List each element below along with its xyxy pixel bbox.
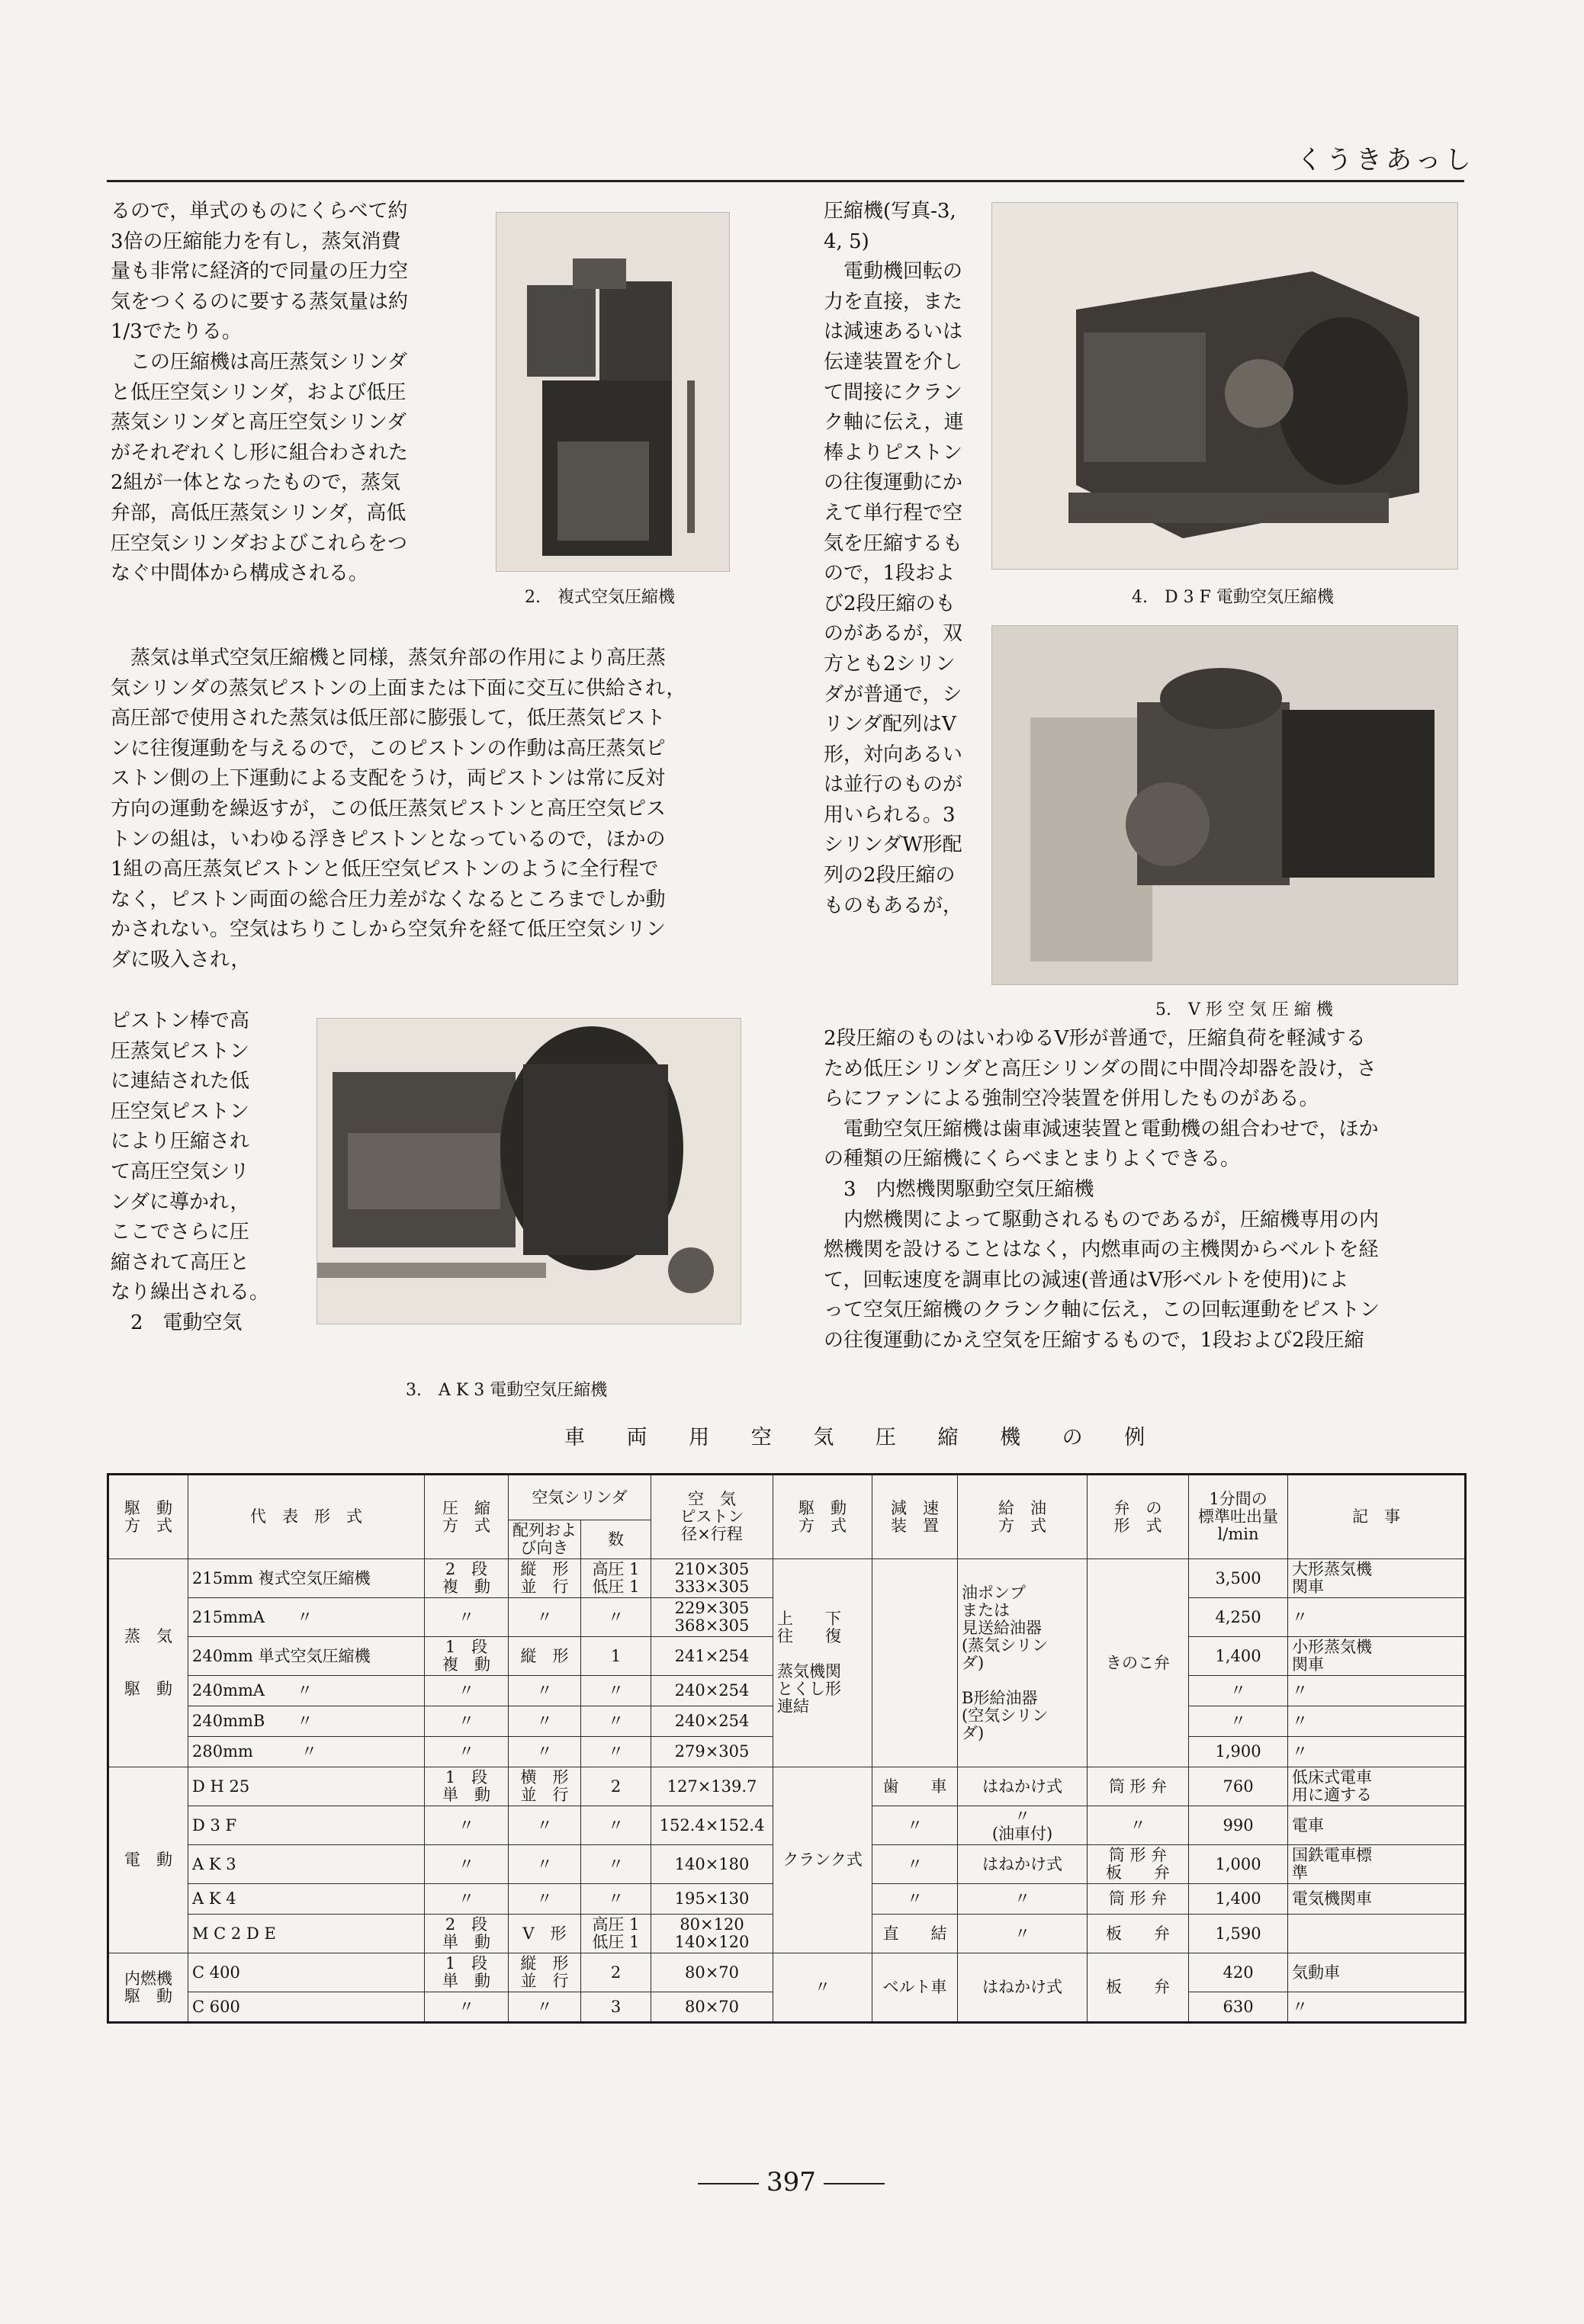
th-reduction: 減 速 装 置 <box>872 1475 958 1559</box>
table-cell: 電気機関車 <box>1288 1884 1466 1915</box>
table-cell: 990 <box>1189 1806 1288 1845</box>
text-line: ク軸に伝え，連 <box>824 411 964 435</box>
table-cell: 229×305 368×305 <box>651 1598 773 1637</box>
text-line: は減速あるいは <box>824 320 963 344</box>
table-cell: 筒 形 弁 板 弁 <box>1088 1845 1189 1884</box>
text-line: 圧空気シリンダおよびこれらをつ <box>111 531 407 555</box>
caption-fig3: 3. A K 3 電動空気圧縮機 <box>406 1381 608 1400</box>
th-note: 記 事 <box>1288 1475 1466 1559</box>
col2-wide-text <box>824 1024 1380 1356</box>
table-cell: 80×70 <box>651 1992 773 2023</box>
text-line: この圧縮機は高圧蒸気シリンダ <box>111 350 407 374</box>
text-line: 伝達装置を介し <box>824 350 963 374</box>
table-cell: M C 2 D E <box>188 1915 425 1953</box>
spec-table <box>107 1473 1467 2024</box>
text-line: 方とも2シリン <box>824 652 956 676</box>
text-line: 圧空気ピストン <box>111 1099 250 1123</box>
table-cell: 1 段 単 動 <box>425 1767 509 1806</box>
page-footer <box>690 2167 892 2197</box>
table-cell: 〃 <box>958 1884 1088 1915</box>
table-cell: 〃 <box>1088 1806 1189 1845</box>
text-line: 3 内燃機関駆動空気圧縮機 <box>824 1177 1094 1201</box>
table-cell: 〃 <box>425 1737 509 1767</box>
table-cell: 〃 <box>509 1676 581 1706</box>
table-cell: 420 <box>1189 1953 1288 1992</box>
text-line: 2段圧縮のものはいわゆるV形が普通で，圧縮負荷を軽減する <box>824 1027 1366 1050</box>
text-line: リンダ配列はV <box>824 713 956 737</box>
table-cell: 電 動 <box>108 1767 188 1953</box>
text-line: 1/3でたりる。 <box>111 320 242 344</box>
text-line: るので，単式のものにくらべて約 <box>111 200 408 223</box>
text-line: び2段圧縮のも <box>824 592 956 615</box>
table-cell: 気動車 <box>1288 1953 1466 1992</box>
col1-narrow-text <box>111 1006 269 1339</box>
table-cell: 〃 <box>581 1598 651 1637</box>
text-line: 棒よりピストン <box>824 441 963 464</box>
table-cell: 電車 <box>1288 1806 1466 1845</box>
table-cell: 〃 <box>425 1845 509 1884</box>
table-cell: 蒸 気 駆 動 <box>108 1559 188 1767</box>
text-line: トンの組は，いわゆる浮きピストンとなっているので，ほかの <box>111 827 666 851</box>
th-arrangement: 配列およ び向き <box>509 1520 581 1559</box>
table-cell: 240×254 <box>651 1676 773 1706</box>
text-line: と低圧空気シリンダ，および低圧 <box>111 380 406 404</box>
text-line: なり繰出される。 <box>111 1281 270 1305</box>
table-cell: 〃 <box>509 1845 581 1884</box>
table-cell: 〃 <box>581 1884 651 1915</box>
table-cell: 筒 形 弁 <box>1088 1767 1189 1806</box>
photo-compound-compressor <box>496 212 730 572</box>
header-rule <box>107 180 1464 182</box>
text-line: 高圧部で使用された蒸気は低圧部に膨張して，低圧蒸気ピスト <box>111 707 666 730</box>
table-cell: 2 段 単 動 <box>425 1915 509 1953</box>
table-cell: 直 結 <box>872 1915 958 1953</box>
text-line: ここでさらに圧 <box>111 1221 250 1244</box>
text-line: ので，1段およ <box>824 562 956 586</box>
caption-fig5: 5. V 形 空 気 圧 縮 機 <box>1155 1000 1333 1019</box>
table-cell: 板 弁 <box>1088 1915 1189 1953</box>
text-line: 蒸気シリンダと高圧空気シリンダ <box>111 411 406 435</box>
th-piston: 空 気 ピストン 径×行程 <box>651 1475 773 1559</box>
table-cell: 縦 形 <box>509 1637 581 1676</box>
th-valve: 弁 の 形 式 <box>1088 1475 1189 1559</box>
table-cell: 〃 <box>509 1598 581 1637</box>
table-cell: 240mmA 〃 <box>188 1676 425 1706</box>
table-cell: 小形蒸気機 関車 <box>1288 1637 1466 1676</box>
table-cell <box>1288 1915 1466 1953</box>
table-cell: 2 段 複 動 <box>425 1559 509 1598</box>
text-line: ピストン棒で高 <box>111 1010 250 1032</box>
text-line: の往復運動にか <box>824 471 963 495</box>
table-cell: 大形蒸気機 関車 <box>1288 1559 1466 1598</box>
text-line: ンダに導かれ， <box>111 1190 250 1214</box>
footer-dash-right <box>824 2183 885 2184</box>
table-cell: 4,250 <box>1189 1598 1288 1637</box>
table-cell: 〃 <box>581 1845 651 1884</box>
text-line: 弁部，高低圧蒸気シリンダ，高低 <box>111 501 406 525</box>
table-cell: 〃 <box>509 1884 581 1915</box>
table-cell: 内燃機 駆 動 <box>108 1953 188 2023</box>
table-cell: 127×139.7 <box>651 1767 773 1806</box>
text-line: がそれぞれくし形に組合わされた <box>111 441 409 464</box>
table-cell: 〃 <box>509 1737 581 1767</box>
text-line: 圧縮機(写真-3, <box>824 200 956 223</box>
caption-fig4: 4. D 3 F 電動空気圧縮機 <box>1132 588 1334 607</box>
table-cell: 〃 <box>958 1915 1088 1953</box>
text-line: かされない。空気はちりこしから空気弁を経て低圧空気シリン <box>111 918 667 942</box>
table-cell: 〃 <box>872 1806 958 1845</box>
header-title: くうきあっし <box>1296 145 1475 175</box>
text-line: の種類の圧縮機にくらべまとまりよくできる。 <box>824 1148 1241 1171</box>
footer-dash-left <box>698 2183 759 2184</box>
table-cell: 195×130 <box>651 1884 773 1915</box>
table-cell: 〃 <box>425 1884 509 1915</box>
table-cell: 低床式電車 用に適する <box>1288 1767 1466 1806</box>
caption-fig2: 2. 複式空気圧縮機 <box>525 588 675 607</box>
table-cell: 〃 <box>1189 1676 1288 1706</box>
table-cell: 630 <box>1189 1992 1288 2023</box>
text-line: 2組が一体となったもので，蒸気 <box>111 471 401 495</box>
table-cell: 筒 形 弁 <box>1088 1884 1189 1915</box>
table-cell: きのこ弁 <box>1088 1559 1189 1767</box>
text-line: シリンダW形配 <box>824 833 962 857</box>
table-cell <box>872 1559 958 1767</box>
table-cell: クランク式 <box>773 1767 872 1953</box>
text-line: えて単行程で空 <box>824 501 963 525</box>
table-cell: 横 形 並 行 <box>509 1767 581 1806</box>
table-cell: 〃 <box>581 1806 651 1845</box>
table-cell: 2 <box>581 1767 651 1806</box>
text-line: に連結された低 <box>111 1070 250 1093</box>
text-line: なぐ中間体から構成される。 <box>111 562 369 586</box>
text-line: 4, 5) <box>824 230 869 253</box>
text-line: 力を直接，また <box>824 290 963 313</box>
text-line: 燃機関を設けることはなく，内燃車両の主機関からベルトを経 <box>824 1238 1379 1262</box>
table-cell: 140×180 <box>651 1845 773 1884</box>
text-line: て，回転速度を調車比の減速(普通はV形ベルトを使用)によ <box>824 1268 1349 1292</box>
table-cell: 1,400 <box>1189 1637 1288 1676</box>
text-line: ストン側の上下運動による支配をうけ，両ピストンは常に反対 <box>111 767 665 791</box>
table-cell: 240mmB 〃 <box>188 1706 425 1737</box>
text-line: により圧縮され <box>111 1130 250 1154</box>
table-cell: 240×254 <box>651 1706 773 1737</box>
table-cell: 油ポンプ または 見送給油器 (蒸気シリン ダ) B形給油器 (空気シリン ダ) <box>958 1559 1088 1767</box>
table-cell: 1 段 単 動 <box>425 1953 509 1992</box>
table-cell: A K 4 <box>188 1884 425 1915</box>
table-cell: A K 3 <box>188 1845 425 1884</box>
table-cell: 1,000 <box>1189 1845 1288 1884</box>
table-cell: 〃 <box>509 1806 581 1845</box>
photo-d3f-compressor <box>991 202 1458 570</box>
text-line: て間接にクラン <box>824 380 963 404</box>
table-cell: 240mm 単式空気圧縮機 <box>188 1637 425 1676</box>
text-line: 電動空気圧縮機は歯車減速装置と電動機の組合わせで，ほか <box>824 1117 1379 1141</box>
table-cell: 1 <box>581 1637 651 1676</box>
text-line: らにファンによる強制空冷装置を併用したものがある。 <box>824 1087 1319 1111</box>
table-cell: 〃 <box>425 1676 509 1706</box>
table-cell: 〃 <box>509 1992 581 2023</box>
photo-v-compressor <box>991 625 1458 985</box>
table-cell: 〃 <box>1189 1706 1288 1737</box>
page-number: 397 <box>766 2167 816 2197</box>
text-line: ダに吸入され， <box>111 948 251 971</box>
table-cell: C 600 <box>188 1992 425 2023</box>
text-line: 圧蒸気ピストン <box>111 1039 250 1063</box>
table-cell: 上 下 往 復 蒸気機関 とくし形 連結 <box>773 1559 872 1767</box>
text-line: 縮されて高圧と <box>111 1250 250 1274</box>
th-output: 1分間の 標準吐出量 l/min <box>1189 1475 1288 1559</box>
table-cell: 〃 <box>581 1676 651 1706</box>
table-cell: はねかけ式 <box>958 1767 1088 1806</box>
text-line: って空気圧縮機のクランク軸に伝え，この回転運動をピストン <box>824 1298 1380 1322</box>
text-line: 気シリンダの蒸気ピストンの上面または下面に交互に供給され， <box>111 676 686 700</box>
table-cell: 〃 <box>1288 1706 1466 1737</box>
table-cell: 80×70 <box>651 1953 773 1992</box>
text-line: のがあるが，双 <box>824 622 963 646</box>
table-cell: 〃 <box>425 1598 509 1637</box>
text-line: 形，対向あるい <box>824 743 963 766</box>
table-cell: 241×254 <box>651 1637 773 1676</box>
th-count: 数 <box>581 1520 651 1559</box>
text-line: ダが普通で，シ <box>824 682 962 706</box>
table-cell: 〃 <box>425 1992 509 2023</box>
table-cell: 〃 <box>872 1884 958 1915</box>
table-cell: 280mm 〃 <box>188 1737 425 1767</box>
text-line: ものもあるが， <box>824 894 963 917</box>
table-cell: 1,590 <box>1189 1915 1288 1953</box>
table-cell: 2 <box>581 1953 651 1992</box>
table-cell: 1,400 <box>1189 1884 1288 1915</box>
text-line: なく，ピストン両面の総合圧力差がなくなるところまでしか動 <box>111 888 666 911</box>
table-cell: 3 <box>581 1992 651 2023</box>
text-line: 電動機回転の <box>824 260 963 284</box>
col2-narrow-text <box>824 197 964 921</box>
text-line: 量も非常に経済的で同量の圧力空 <box>111 260 409 284</box>
table-cell: 高圧 1 低圧 1 <box>581 1915 651 1953</box>
table-cell: 〃 <box>1288 1992 1466 2023</box>
table-cell: 〃 <box>581 1737 651 1767</box>
table-cell: 〃 <box>1288 1598 1466 1637</box>
table-title: 車 両 用 空 気 圧 縮 機 の 例 <box>564 1426 1163 1449</box>
text-line: て高圧空気シリ <box>111 1160 250 1183</box>
table-cell: 279×305 <box>651 1737 773 1767</box>
table-cell: はねかけ式 <box>958 1953 1088 2023</box>
th-model: 代 表 形 式 <box>188 1475 425 1559</box>
text-line: 内燃機関によって駆動されるものであるが，圧縮機専用の内 <box>824 1208 1380 1231</box>
table-cell: 215mm 複式空気圧縮機 <box>188 1559 425 1598</box>
th-drive: 駆 動 方 式 <box>108 1475 188 1559</box>
text-line: 3倍の圧縮能力を有し，蒸気消費 <box>111 230 401 253</box>
text-line: の往復運動にかえ空気を圧縮するもので，1段および2段圧縮 <box>824 1328 1364 1352</box>
photo-ak3-compressor <box>316 1018 741 1324</box>
table-cell: 152.4×152.4 <box>651 1806 773 1845</box>
text-line: ため低圧シリンダと高圧シリンダの間に中間冷却器を設け，さ <box>824 1057 1377 1080</box>
table-cell: 80×120 140×120 <box>651 1915 773 1953</box>
text-line: 2 電動空気 <box>111 1311 243 1334</box>
table-cell: 〃 (油車付) <box>958 1806 1088 1845</box>
table-cell: 〃 <box>773 1953 872 2023</box>
table-row <box>108 1953 1466 1992</box>
table-cell: 国鉄電車標 準 <box>1288 1845 1466 1884</box>
table-cell: 〃 <box>581 1706 651 1737</box>
text-line: 気をつくるのに要する蒸気量は約 <box>111 290 409 313</box>
table-cell: 板 弁 <box>1088 1953 1189 2023</box>
table-cell: 215mmA 〃 <box>188 1598 425 1637</box>
text-line: 方向の運動を繰返すが，この低圧蒸気ピストンと高圧空気ピス <box>111 797 667 820</box>
text-line: 1組の高圧蒸気ピストンと低圧空気ピストンのように全行程で <box>111 858 659 881</box>
table-cell: 3,500 <box>1189 1559 1288 1598</box>
table-row <box>108 1559 1466 1598</box>
table-cell: 760 <box>1189 1767 1288 1806</box>
table-cell: 〃 <box>509 1706 581 1737</box>
table-cell: 210×305 333×305 <box>651 1559 773 1598</box>
text-line: は並行のものが <box>824 773 963 797</box>
table-cell: 1,900 <box>1189 1737 1288 1767</box>
th-drive-method: 駆 動 方 式 <box>773 1475 872 1559</box>
text-line: 用いられる。3 <box>824 803 956 827</box>
text-line: 蒸気は単式空気圧縮機と同様，蒸気弁部の作用により高圧蒸 <box>111 647 667 669</box>
th-compression: 圧 縮 方 式 <box>425 1475 509 1559</box>
table-cell: ベルト車 <box>872 1953 958 2023</box>
table-cell: C 400 <box>188 1953 425 1992</box>
table-cell: 〃 <box>1288 1737 1466 1767</box>
table-cell: 〃 <box>425 1806 509 1845</box>
col1-top-text <box>111 197 408 589</box>
table-cell: D H 25 <box>188 1767 425 1806</box>
table-cell: 〃 <box>1288 1676 1466 1706</box>
table-cell: はねかけ式 <box>958 1845 1088 1884</box>
table-cell: 歯 車 <box>872 1767 958 1806</box>
table-cell: 〃 <box>425 1706 509 1737</box>
text-line: 列の2段圧縮の <box>824 864 956 888</box>
table-cell: V 形 <box>509 1915 581 1953</box>
table-cell: D 3 F <box>188 1806 425 1845</box>
col1-wide-text <box>111 644 686 976</box>
text-line: ンに往復運動を与えるので，このピストンの作動は高圧蒸気ピ <box>111 737 666 760</box>
table-row <box>108 1767 1466 1806</box>
text-line: 気を圧縮するも <box>824 531 963 555</box>
table-cell: 〃 <box>872 1845 958 1884</box>
table-cell: 縦 形 並 行 <box>509 1559 581 1598</box>
th-air-cylinder: 空気シリンダ <box>509 1475 651 1520</box>
table-cell: 縦 形 並 行 <box>509 1953 581 1992</box>
table-cell: 1 段 複 動 <box>425 1637 509 1676</box>
th-lubrication: 給 油 方 式 <box>958 1475 1088 1559</box>
table-cell: 高圧 1 低圧 1 <box>581 1559 651 1598</box>
